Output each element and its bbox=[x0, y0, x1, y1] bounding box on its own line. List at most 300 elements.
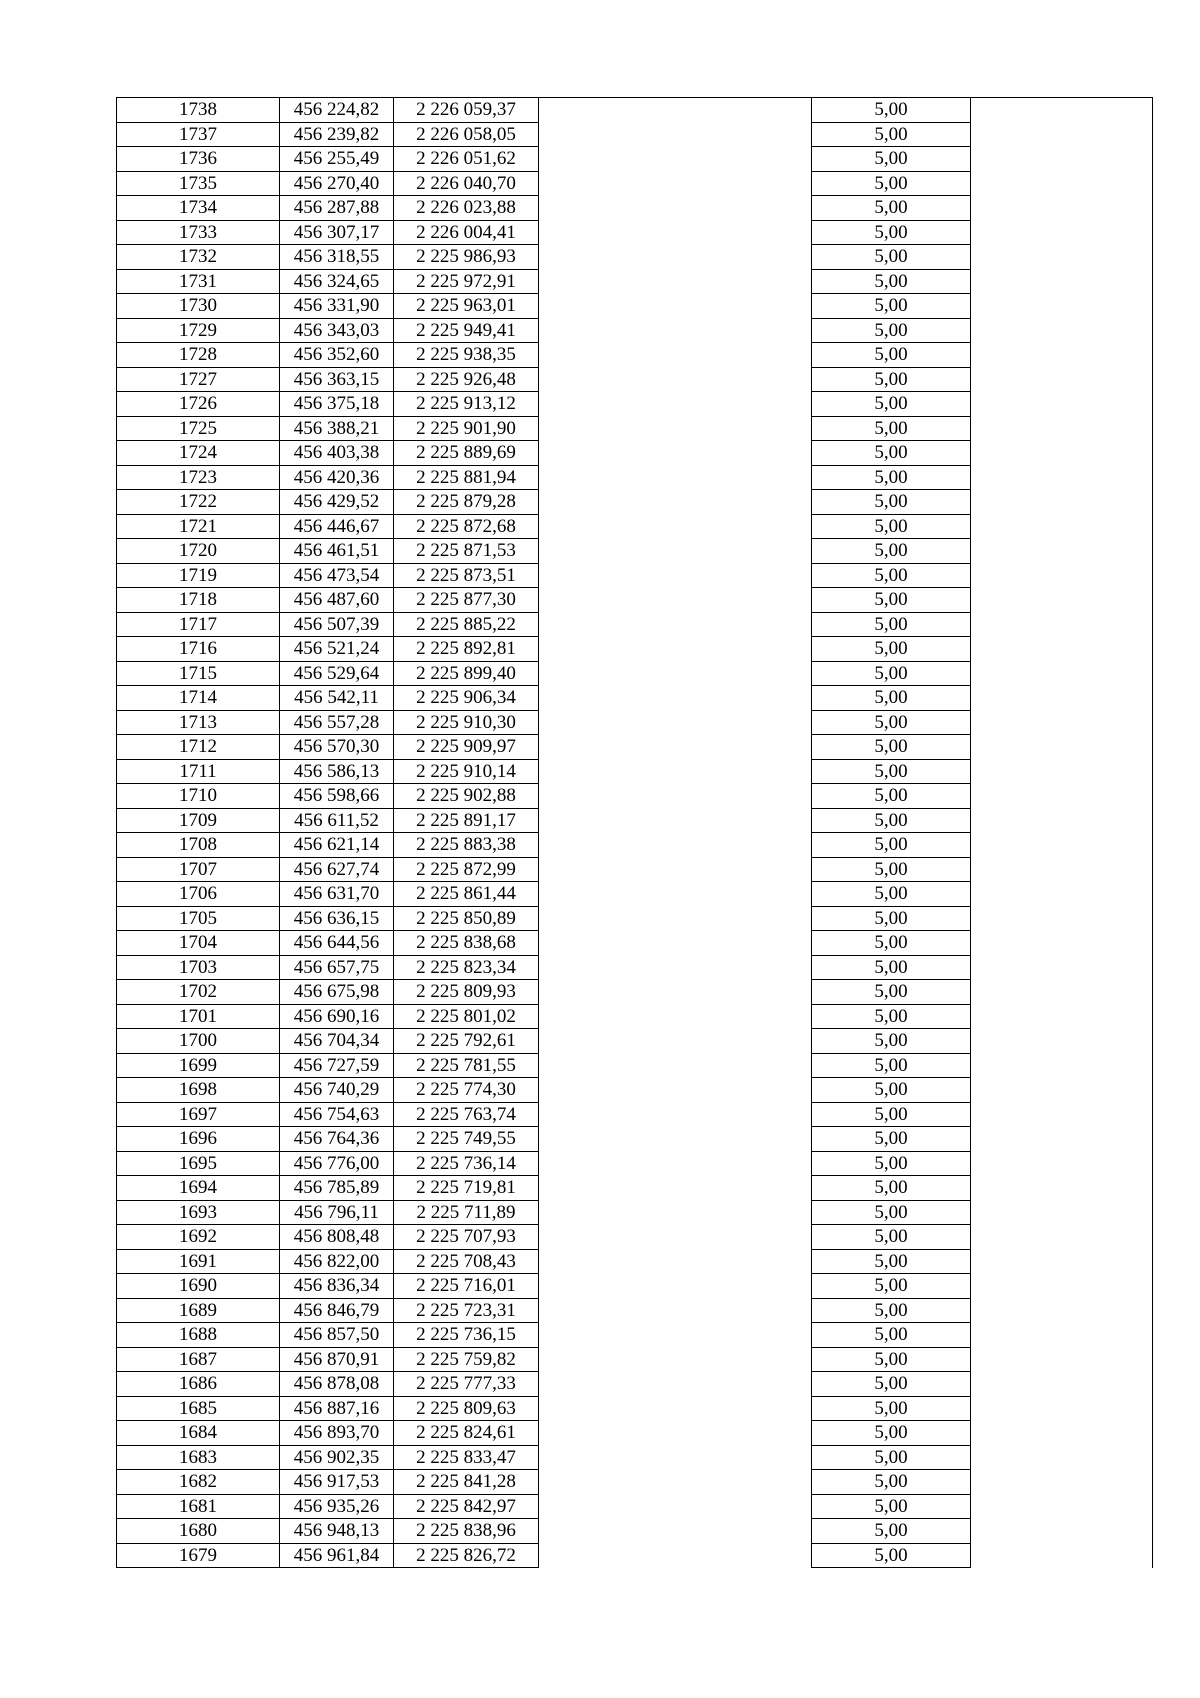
x-coordinate-cell: 456 307,17 bbox=[280, 220, 394, 245]
x-coordinate-cell: 456 727,59 bbox=[280, 1053, 394, 1078]
coordinates-table bbox=[116, 97, 1153, 1568]
value-cell: 5,00 bbox=[812, 1274, 971, 1299]
value-cell: 5,00 bbox=[812, 686, 971, 711]
empty-cell bbox=[971, 392, 1153, 417]
point-number-cell: 1699 bbox=[117, 1053, 280, 1078]
empty-cell bbox=[539, 1323, 812, 1348]
y-coordinate-cell: 2 225 871,53 bbox=[394, 539, 539, 564]
point-number-cell: 1706 bbox=[117, 882, 280, 907]
point-number-cell: 1684 bbox=[117, 1421, 280, 1446]
y-coordinate-cell: 2 225 881,94 bbox=[394, 465, 539, 490]
x-coordinate-cell: 456 287,88 bbox=[280, 196, 394, 221]
x-coordinate-cell: 456 239,82 bbox=[280, 122, 394, 147]
empty-cell bbox=[539, 392, 812, 417]
x-coordinate-cell: 456 764,36 bbox=[280, 1127, 394, 1152]
empty-cell bbox=[971, 955, 1153, 980]
x-coordinate-cell: 456 403,38 bbox=[280, 441, 394, 466]
empty-cell bbox=[971, 441, 1153, 466]
empty-cell bbox=[539, 563, 812, 588]
x-coordinate-cell: 456 529,64 bbox=[280, 661, 394, 686]
table-row bbox=[117, 1127, 1153, 1152]
y-coordinate-cell: 2 225 838,68 bbox=[394, 931, 539, 956]
empty-cell bbox=[971, 539, 1153, 564]
table-row bbox=[117, 220, 1153, 245]
point-number-cell: 1695 bbox=[117, 1151, 280, 1176]
table-row bbox=[117, 1519, 1153, 1544]
value-cell: 5,00 bbox=[812, 931, 971, 956]
empty-cell bbox=[971, 784, 1153, 809]
value-cell: 5,00 bbox=[812, 735, 971, 760]
x-coordinate-cell: 456 644,56 bbox=[280, 931, 394, 956]
empty-cell bbox=[539, 661, 812, 686]
value-cell: 5,00 bbox=[812, 220, 971, 245]
x-coordinate-cell: 456 902,35 bbox=[280, 1445, 394, 1470]
y-coordinate-cell: 2 225 809,63 bbox=[394, 1396, 539, 1421]
empty-cell bbox=[539, 1127, 812, 1152]
empty-cell bbox=[971, 1053, 1153, 1078]
empty-cell bbox=[971, 1200, 1153, 1225]
value-cell: 5,00 bbox=[812, 563, 971, 588]
empty-cell bbox=[539, 1078, 812, 1103]
y-coordinate-cell: 2 225 719,81 bbox=[394, 1176, 539, 1201]
point-number-cell: 1712 bbox=[117, 735, 280, 760]
x-coordinate-cell: 456 893,70 bbox=[280, 1421, 394, 1446]
y-coordinate-cell: 2 225 938,35 bbox=[394, 343, 539, 368]
y-coordinate-cell: 2 225 711,89 bbox=[394, 1200, 539, 1225]
value-cell: 5,00 bbox=[812, 539, 971, 564]
x-coordinate-cell: 456 352,60 bbox=[280, 343, 394, 368]
y-coordinate-cell: 2 225 781,55 bbox=[394, 1053, 539, 1078]
y-coordinate-cell: 2 225 909,97 bbox=[394, 735, 539, 760]
point-number-cell: 1707 bbox=[117, 857, 280, 882]
point-number-cell: 1720 bbox=[117, 539, 280, 564]
empty-cell bbox=[971, 171, 1153, 196]
empty-cell bbox=[539, 122, 812, 147]
empty-cell bbox=[539, 1470, 812, 1495]
value-cell: 5,00 bbox=[812, 1347, 971, 1372]
y-coordinate-cell: 2 225 749,55 bbox=[394, 1127, 539, 1152]
empty-cell bbox=[539, 857, 812, 882]
empty-cell bbox=[539, 710, 812, 735]
coordinates-table-body bbox=[117, 98, 1153, 1568]
point-number-cell: 1730 bbox=[117, 294, 280, 319]
coordinates-sheet bbox=[116, 97, 1152, 1568]
x-coordinate-cell: 456 836,34 bbox=[280, 1274, 394, 1299]
empty-cell bbox=[971, 980, 1153, 1005]
empty-cell bbox=[971, 882, 1153, 907]
table-row bbox=[117, 1298, 1153, 1323]
point-number-cell: 1734 bbox=[117, 196, 280, 221]
empty-cell bbox=[971, 220, 1153, 245]
y-coordinate-cell: 2 225 873,51 bbox=[394, 563, 539, 588]
empty-cell bbox=[971, 1029, 1153, 1054]
empty-cell bbox=[971, 735, 1153, 760]
table-row bbox=[117, 1543, 1153, 1568]
value-cell: 5,00 bbox=[812, 171, 971, 196]
value-cell: 5,00 bbox=[812, 367, 971, 392]
x-coordinate-cell: 456 318,55 bbox=[280, 245, 394, 270]
empty-cell bbox=[971, 1396, 1153, 1421]
table-row bbox=[117, 1151, 1153, 1176]
point-number-cell: 1688 bbox=[117, 1323, 280, 1348]
empty-cell bbox=[971, 906, 1153, 931]
empty-cell bbox=[539, 1200, 812, 1225]
y-coordinate-cell: 2 225 716,01 bbox=[394, 1274, 539, 1299]
y-coordinate-cell: 2 226 040,70 bbox=[394, 171, 539, 196]
table-row bbox=[117, 1249, 1153, 1274]
x-coordinate-cell: 456 796,11 bbox=[280, 1200, 394, 1225]
empty-cell bbox=[539, 318, 812, 343]
empty-cell bbox=[971, 686, 1153, 711]
point-number-cell: 1708 bbox=[117, 833, 280, 858]
table-row bbox=[117, 465, 1153, 490]
value-cell: 5,00 bbox=[812, 196, 971, 221]
value-cell: 5,00 bbox=[812, 1494, 971, 1519]
empty-cell bbox=[971, 98, 1153, 123]
table-row bbox=[117, 269, 1153, 294]
point-number-cell: 1722 bbox=[117, 490, 280, 515]
empty-cell bbox=[539, 294, 812, 319]
empty-cell bbox=[539, 759, 812, 784]
table-row bbox=[117, 514, 1153, 539]
value-cell: 5,00 bbox=[812, 1543, 971, 1568]
value-cell: 5,00 bbox=[812, 784, 971, 809]
empty-cell bbox=[539, 1249, 812, 1274]
point-number-cell: 1681 bbox=[117, 1494, 280, 1519]
x-coordinate-cell: 456 822,00 bbox=[280, 1249, 394, 1274]
table-row bbox=[117, 1200, 1153, 1225]
empty-cell bbox=[971, 1176, 1153, 1201]
table-row bbox=[117, 833, 1153, 858]
empty-cell bbox=[971, 294, 1153, 319]
empty-cell bbox=[539, 465, 812, 490]
point-number-cell: 1718 bbox=[117, 588, 280, 613]
value-cell: 5,00 bbox=[812, 1078, 971, 1103]
x-coordinate-cell: 456 570,30 bbox=[280, 735, 394, 760]
point-number-cell: 1714 bbox=[117, 686, 280, 711]
value-cell: 5,00 bbox=[812, 416, 971, 441]
value-cell: 5,00 bbox=[812, 1519, 971, 1544]
empty-cell bbox=[539, 1494, 812, 1519]
empty-cell bbox=[539, 882, 812, 907]
y-coordinate-cell: 2 225 872,68 bbox=[394, 514, 539, 539]
value-cell: 5,00 bbox=[812, 1102, 971, 1127]
y-coordinate-cell: 2 226 023,88 bbox=[394, 196, 539, 221]
x-coordinate-cell: 456 657,75 bbox=[280, 955, 394, 980]
point-number-cell: 1690 bbox=[117, 1274, 280, 1299]
y-coordinate-cell: 2 225 777,33 bbox=[394, 1372, 539, 1397]
y-coordinate-cell: 2 225 899,40 bbox=[394, 661, 539, 686]
table-row bbox=[117, 735, 1153, 760]
table-row bbox=[117, 1225, 1153, 1250]
table-row bbox=[117, 1053, 1153, 1078]
point-number-cell: 1728 bbox=[117, 343, 280, 368]
empty-cell bbox=[971, 1102, 1153, 1127]
empty-cell bbox=[539, 490, 812, 515]
x-coordinate-cell: 456 343,03 bbox=[280, 318, 394, 343]
value-cell: 5,00 bbox=[812, 343, 971, 368]
value-cell: 5,00 bbox=[812, 1225, 971, 1250]
empty-cell bbox=[539, 1151, 812, 1176]
x-coordinate-cell: 456 473,54 bbox=[280, 563, 394, 588]
y-coordinate-cell: 2 225 763,74 bbox=[394, 1102, 539, 1127]
table-row bbox=[117, 857, 1153, 882]
x-coordinate-cell: 456 675,98 bbox=[280, 980, 394, 1005]
y-coordinate-cell: 2 225 963,01 bbox=[394, 294, 539, 319]
point-number-cell: 1709 bbox=[117, 808, 280, 833]
table-row bbox=[117, 245, 1153, 270]
empty-cell bbox=[539, 784, 812, 809]
empty-cell bbox=[539, 588, 812, 613]
x-coordinate-cell: 456 461,51 bbox=[280, 539, 394, 564]
y-coordinate-cell: 2 225 926,48 bbox=[394, 367, 539, 392]
point-number-cell: 1727 bbox=[117, 367, 280, 392]
value-cell: 5,00 bbox=[812, 1151, 971, 1176]
y-coordinate-cell: 2 225 809,93 bbox=[394, 980, 539, 1005]
empty-cell bbox=[539, 1004, 812, 1029]
empty-cell bbox=[539, 1029, 812, 1054]
table-row bbox=[117, 588, 1153, 613]
x-coordinate-cell: 456 808,48 bbox=[280, 1225, 394, 1250]
empty-cell bbox=[539, 1543, 812, 1568]
x-coordinate-cell: 456 776,00 bbox=[280, 1151, 394, 1176]
empty-cell bbox=[971, 343, 1153, 368]
empty-cell bbox=[971, 514, 1153, 539]
y-coordinate-cell: 2 225 902,88 bbox=[394, 784, 539, 809]
x-coordinate-cell: 456 388,21 bbox=[280, 416, 394, 441]
x-coordinate-cell: 456 586,13 bbox=[280, 759, 394, 784]
y-coordinate-cell: 2 225 891,17 bbox=[394, 808, 539, 833]
point-number-cell: 1683 bbox=[117, 1445, 280, 1470]
empty-cell bbox=[971, 612, 1153, 637]
point-number-cell: 1735 bbox=[117, 171, 280, 196]
empty-cell bbox=[539, 343, 812, 368]
y-coordinate-cell: 2 225 986,93 bbox=[394, 245, 539, 270]
value-cell: 5,00 bbox=[812, 1372, 971, 1397]
point-number-cell: 1692 bbox=[117, 1225, 280, 1250]
x-coordinate-cell: 456 704,34 bbox=[280, 1029, 394, 1054]
empty-cell bbox=[971, 1298, 1153, 1323]
y-coordinate-cell: 2 225 949,41 bbox=[394, 318, 539, 343]
point-number-cell: 1731 bbox=[117, 269, 280, 294]
table-row bbox=[117, 1396, 1153, 1421]
point-number-cell: 1698 bbox=[117, 1078, 280, 1103]
empty-cell bbox=[971, 1543, 1153, 1568]
table-row bbox=[117, 1078, 1153, 1103]
value-cell: 5,00 bbox=[812, 269, 971, 294]
empty-cell bbox=[971, 1274, 1153, 1299]
y-coordinate-cell: 2 225 792,61 bbox=[394, 1029, 539, 1054]
empty-cell bbox=[539, 367, 812, 392]
value-cell: 5,00 bbox=[812, 465, 971, 490]
table-row bbox=[117, 441, 1153, 466]
value-cell: 5,00 bbox=[812, 1421, 971, 1446]
y-coordinate-cell: 2 225 901,90 bbox=[394, 416, 539, 441]
point-number-cell: 1715 bbox=[117, 661, 280, 686]
point-number-cell: 1716 bbox=[117, 637, 280, 662]
y-coordinate-cell: 2 225 872,99 bbox=[394, 857, 539, 882]
y-coordinate-cell: 2 225 824,61 bbox=[394, 1421, 539, 1446]
x-coordinate-cell: 456 621,14 bbox=[280, 833, 394, 858]
empty-cell bbox=[971, 465, 1153, 490]
empty-cell bbox=[971, 857, 1153, 882]
y-coordinate-cell: 2 225 823,34 bbox=[394, 955, 539, 980]
point-number-cell: 1721 bbox=[117, 514, 280, 539]
point-number-cell: 1700 bbox=[117, 1029, 280, 1054]
empty-cell bbox=[971, 1470, 1153, 1495]
point-number-cell: 1713 bbox=[117, 710, 280, 735]
point-number-cell: 1710 bbox=[117, 784, 280, 809]
y-coordinate-cell: 2 226 059,37 bbox=[394, 98, 539, 123]
table-row bbox=[117, 1176, 1153, 1201]
value-cell: 5,00 bbox=[812, 392, 971, 417]
x-coordinate-cell: 456 878,08 bbox=[280, 1372, 394, 1397]
table-row bbox=[117, 392, 1153, 417]
empty-cell bbox=[971, 1078, 1153, 1103]
value-cell: 5,00 bbox=[812, 882, 971, 907]
empty-cell bbox=[539, 1396, 812, 1421]
empty-cell bbox=[539, 245, 812, 270]
point-number-cell: 1725 bbox=[117, 416, 280, 441]
empty-cell bbox=[539, 539, 812, 564]
y-coordinate-cell: 2 225 906,34 bbox=[394, 686, 539, 711]
value-cell: 5,00 bbox=[812, 1396, 971, 1421]
y-coordinate-cell: 2 225 877,30 bbox=[394, 588, 539, 613]
empty-cell bbox=[539, 269, 812, 294]
value-cell: 5,00 bbox=[812, 588, 971, 613]
point-number-cell: 1736 bbox=[117, 147, 280, 172]
x-coordinate-cell: 456 690,16 bbox=[280, 1004, 394, 1029]
table-row bbox=[117, 147, 1153, 172]
point-number-cell: 1679 bbox=[117, 1543, 280, 1568]
empty-cell bbox=[971, 122, 1153, 147]
table-row bbox=[117, 1274, 1153, 1299]
table-row bbox=[117, 710, 1153, 735]
table-row bbox=[117, 490, 1153, 515]
point-number-cell: 1685 bbox=[117, 1396, 280, 1421]
y-coordinate-cell: 2 225 885,22 bbox=[394, 612, 539, 637]
x-coordinate-cell: 456 446,67 bbox=[280, 514, 394, 539]
x-coordinate-cell: 456 935,26 bbox=[280, 1494, 394, 1519]
x-coordinate-cell: 456 487,60 bbox=[280, 588, 394, 613]
value-cell: 5,00 bbox=[812, 637, 971, 662]
x-coordinate-cell: 456 598,66 bbox=[280, 784, 394, 809]
empty-cell bbox=[971, 1004, 1153, 1029]
empty-cell bbox=[971, 931, 1153, 956]
empty-cell bbox=[539, 906, 812, 931]
y-coordinate-cell: 2 225 889,69 bbox=[394, 441, 539, 466]
empty-cell bbox=[971, 588, 1153, 613]
empty-cell bbox=[971, 1323, 1153, 1348]
empty-cell bbox=[971, 147, 1153, 172]
empty-cell bbox=[971, 1249, 1153, 1274]
empty-cell bbox=[971, 416, 1153, 441]
table-row bbox=[117, 98, 1153, 123]
empty-cell bbox=[539, 1372, 812, 1397]
table-row bbox=[117, 906, 1153, 931]
table-row bbox=[117, 1347, 1153, 1372]
empty-cell bbox=[971, 269, 1153, 294]
x-coordinate-cell: 456 542,11 bbox=[280, 686, 394, 711]
empty-cell bbox=[539, 147, 812, 172]
point-number-cell: 1705 bbox=[117, 906, 280, 931]
y-coordinate-cell: 2 225 707,93 bbox=[394, 1225, 539, 1250]
table-row bbox=[117, 980, 1153, 1005]
empty-cell bbox=[971, 637, 1153, 662]
empty-cell bbox=[539, 1053, 812, 1078]
value-cell: 5,00 bbox=[812, 490, 971, 515]
y-coordinate-cell: 2 226 058,05 bbox=[394, 122, 539, 147]
point-number-cell: 1694 bbox=[117, 1176, 280, 1201]
y-coordinate-cell: 2 225 736,14 bbox=[394, 1151, 539, 1176]
empty-cell bbox=[539, 1347, 812, 1372]
x-coordinate-cell: 456 521,24 bbox=[280, 637, 394, 662]
x-coordinate-cell: 456 631,70 bbox=[280, 882, 394, 907]
point-number-cell: 1703 bbox=[117, 955, 280, 980]
empty-cell bbox=[539, 1445, 812, 1470]
x-coordinate-cell: 456 754,63 bbox=[280, 1102, 394, 1127]
empty-cell bbox=[971, 759, 1153, 784]
empty-cell bbox=[971, 710, 1153, 735]
point-number-cell: 1717 bbox=[117, 612, 280, 637]
x-coordinate-cell: 456 636,15 bbox=[280, 906, 394, 931]
empty-cell bbox=[539, 1176, 812, 1201]
point-number-cell: 1724 bbox=[117, 441, 280, 466]
point-number-cell: 1711 bbox=[117, 759, 280, 784]
empty-cell bbox=[539, 98, 812, 123]
table-row bbox=[117, 759, 1153, 784]
value-cell: 5,00 bbox=[812, 612, 971, 637]
empty-cell bbox=[971, 563, 1153, 588]
empty-cell bbox=[971, 1151, 1153, 1176]
empty-cell bbox=[539, 955, 812, 980]
value-cell: 5,00 bbox=[812, 1200, 971, 1225]
table-row bbox=[117, 294, 1153, 319]
y-coordinate-cell: 2 225 723,31 bbox=[394, 1298, 539, 1323]
empty-cell bbox=[539, 220, 812, 245]
value-cell: 5,00 bbox=[812, 857, 971, 882]
point-number-cell: 1738 bbox=[117, 98, 280, 123]
empty-cell bbox=[539, 612, 812, 637]
y-coordinate-cell: 2 225 826,72 bbox=[394, 1543, 539, 1568]
empty-cell bbox=[539, 171, 812, 196]
table-row bbox=[117, 1470, 1153, 1495]
point-number-cell: 1693 bbox=[117, 1200, 280, 1225]
value-cell: 5,00 bbox=[812, 833, 971, 858]
x-coordinate-cell: 456 857,50 bbox=[280, 1323, 394, 1348]
table-row bbox=[117, 1004, 1153, 1029]
empty-cell bbox=[539, 514, 812, 539]
y-coordinate-cell: 2 225 708,43 bbox=[394, 1249, 539, 1274]
y-coordinate-cell: 2 225 801,02 bbox=[394, 1004, 539, 1029]
point-number-cell: 1737 bbox=[117, 122, 280, 147]
table-row bbox=[117, 171, 1153, 196]
table-row bbox=[117, 416, 1153, 441]
empty-cell bbox=[539, 1519, 812, 1544]
x-coordinate-cell: 456 961,84 bbox=[280, 1543, 394, 1568]
x-coordinate-cell: 456 507,39 bbox=[280, 612, 394, 637]
table-row bbox=[117, 784, 1153, 809]
empty-cell bbox=[539, 980, 812, 1005]
table-row bbox=[117, 686, 1153, 711]
value-cell: 5,00 bbox=[812, 710, 971, 735]
empty-cell bbox=[971, 1347, 1153, 1372]
value-cell: 5,00 bbox=[812, 955, 971, 980]
empty-cell bbox=[539, 1298, 812, 1323]
value-cell: 5,00 bbox=[812, 1053, 971, 1078]
empty-cell bbox=[971, 1519, 1153, 1544]
empty-cell bbox=[539, 416, 812, 441]
